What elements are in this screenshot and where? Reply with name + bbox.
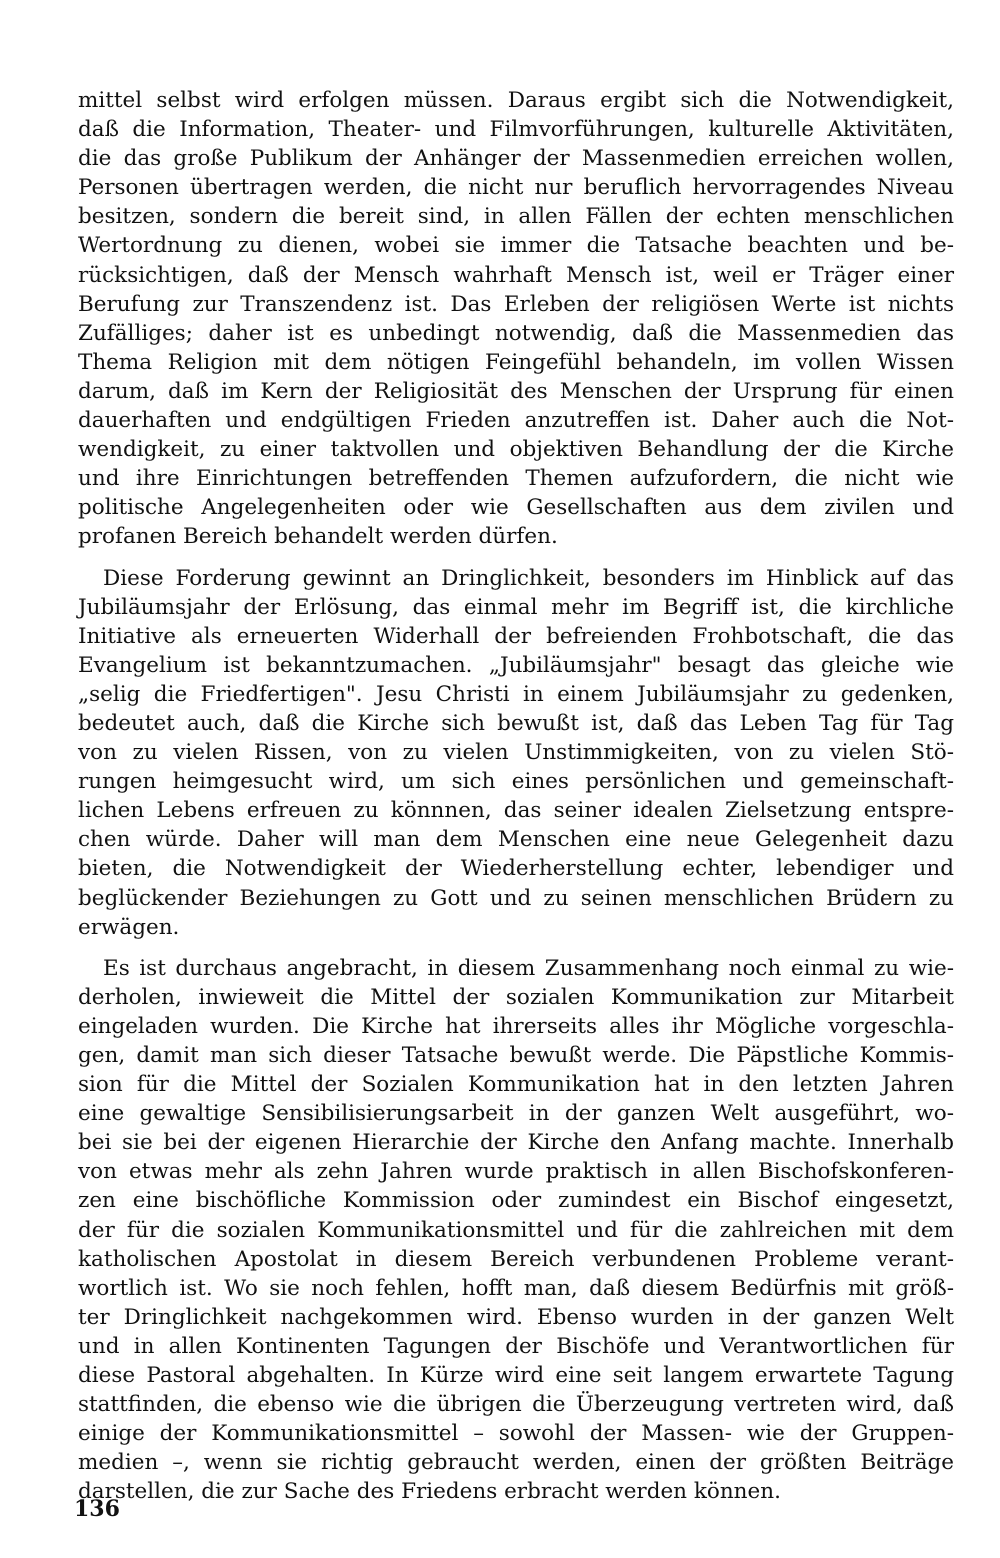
page-number: 136 (74, 1496, 120, 1522)
text-line: Thema Religion mit dem nötigen Feingefühl behandeln, im vollen Wissen (78, 349, 954, 375)
text-line: Initiative als erneuerten Widerhall der befreienden Frohbotschaft, die das (78, 623, 954, 649)
text-line: profanen Bereich behandelt werden dürfen. (78, 524, 558, 550)
text-line: stattfinden, die ebenso wie die übrigen die Überzeugung vertreten wird, daß (78, 1392, 954, 1418)
text-line: von etwas mehr als zehn Jahren wurde praktisch in allen Bischofskonferen- (78, 1159, 954, 1185)
text-line: medien –, wenn sie richtig gebraucht werden, einen der größten Beiträge (78, 1450, 954, 1476)
text-line: erwägen. (78, 914, 180, 940)
text-line: rungen heimgesucht wird, um sich eines persönlichen und gemeinschaft- (78, 769, 954, 795)
text-line: Berufung zur Transzendenz ist. Das Erleben der religiösen Werte ist nichts (78, 291, 954, 317)
text-line: dauerhaften und endgültigen Frieden anzutreffen ist. Daher auch die Not- (78, 408, 954, 434)
text-line: rücksichtigen, daß der Mensch wahrhaft Mensch ist, weil er Träger einer (78, 262, 954, 288)
text-line: bei sie bei der eigenen Hierarchie der Kirche den Anfang machte. Innerhalb (78, 1130, 954, 1156)
body-text (78, 86, 954, 1507)
text-line: mittel selbst wird erfolgen müssen. Daraus ergibt sich die Notwendigkeit, (78, 88, 954, 113)
text-line: bedeutet auch, daß die Kirche sich bewußt ist, daß das Leben Tag für Tag (78, 710, 954, 736)
paragraph (78, 954, 954, 1507)
text-line: Personen übertragen werden, die nicht nur beruflich hervorragendes Niveau (78, 175, 954, 201)
text-line: sion für die Mittel der Sozialen Kommunikation hat in den letzten Jahren (78, 1072, 954, 1098)
text-line: die das große Publikum der Anhänger der Massenmedien erreichen wollen, (78, 146, 954, 172)
paragraph (78, 86, 954, 552)
text-line: ter Dringlichkeit nachgekommen wird. Ebenso wurden in der ganzen Welt (78, 1304, 954, 1330)
text-line: von zu vielen Rissen, von zu vielen Unstimmigkeiten, von zu vielen Stö- (78, 740, 954, 766)
text-line: Es ist durchaus angebracht, in diesem Zusammenhang noch einmal zu wie- (103, 955, 954, 981)
text-line: der für die sozialen Kommunikationsmittel und für die zahlreichen mit dem (78, 1217, 954, 1243)
text-line: Jubiläumsjahr der Erlösung, das einmal mehr im Begriff ist, die kirchliche (78, 594, 954, 620)
text-line: wortlich ist. Wo sie noch fehlen, hofft man, daß diesem Bedürfnis mit größ- (78, 1275, 954, 1301)
text-line: Evangelium ist bekanntzumachen. „Jubiläumsjahr" besagt das gleiche wie (78, 652, 954, 678)
text-line: eingeladen wurden. Die Kirche hat ihrerseits alles ihr Mögliche vorgeschla- (78, 1013, 954, 1039)
text-line: derholen, inwieweit die Mittel der sozialen Kommunikation zur Mitarbeit (78, 984, 954, 1010)
text-line: darum, daß im Kern der Religiosität des Menschen der Ursprung für einen (78, 378, 954, 404)
paragraph (78, 564, 954, 942)
text-line: besitzen, sondern die bereit sind, in allen Fällen der echten menschlichen (78, 204, 954, 230)
text-line: und in allen Kontinenten Tagungen der Bischöfe und Verantwortlichen für (78, 1333, 954, 1359)
text-line: darstellen, die zur Sache des Friedens erbracht werden können. (78, 1479, 781, 1505)
text-line: Wertordnung zu dienen, wobei sie immer die Tatsache beachten und be- (78, 233, 954, 259)
text-line: Diese Forderung gewinnt an Dringlichkeit, besonders im Hinblick auf das (103, 565, 954, 591)
text-line: einige der Kommunikationsmittel – sowohl der Massen- wie der Gruppen- (78, 1421, 954, 1447)
text-line: lichen Lebens erfreuen zu könnnen, das seiner idealen Zielsetzung entspre- (78, 798, 954, 824)
text-line: zen eine bischöfliche Kommission oder zumindest ein Bischof eingesetzt, (78, 1188, 954, 1214)
text-line: und ihre Einrichtungen betreffenden Themen aufzufordern, die nicht wie (78, 466, 954, 492)
text-line: wendigkeit, zu einer taktvollen und objektiven Behandlung der die Kirche (78, 437, 954, 463)
text-line: diese Pastoral abgehalten. In Kürze wird eine seit langem erwartete Tagung (78, 1363, 954, 1389)
text-line: beglückender Beziehungen zu Gott und zu seinen menschlichen Brüdern zu (78, 885, 954, 911)
text-line: bieten, die Notwendigkeit der Wiederherstellung echter, lebendiger und (78, 856, 954, 882)
text-line: katholischen Apostolat in diesem Bereich verbundenen Probleme verant- (78, 1246, 954, 1272)
text-line: Zufälliges; daher ist es unbedingt notwendig, daß die Massenmedien das (78, 320, 954, 346)
text-line: eine gewaltige Sensibilisierungsarbeit in der ganzen Welt ausgeführt, wo- (78, 1101, 954, 1127)
text-line: gen, damit man sich dieser Tatsache bewußt werde. Die Päpstliche Kommis- (78, 1043, 954, 1068)
text-line: chen würde. Daher will man dem Menschen eine neue Gelegenheit dazu (78, 827, 954, 853)
text-line: daß die Information, Theater- und Filmvorführungen, kulturelle Aktivitäten, (78, 117, 954, 143)
text-line: „selig die Friedfertigen". Jesu Christi in einem Jubiläumsjahr zu gedenken, (78, 681, 954, 707)
text-line: politische Angelegenheiten oder wie Gesellschaften aus dem zivilen und (78, 495, 954, 521)
